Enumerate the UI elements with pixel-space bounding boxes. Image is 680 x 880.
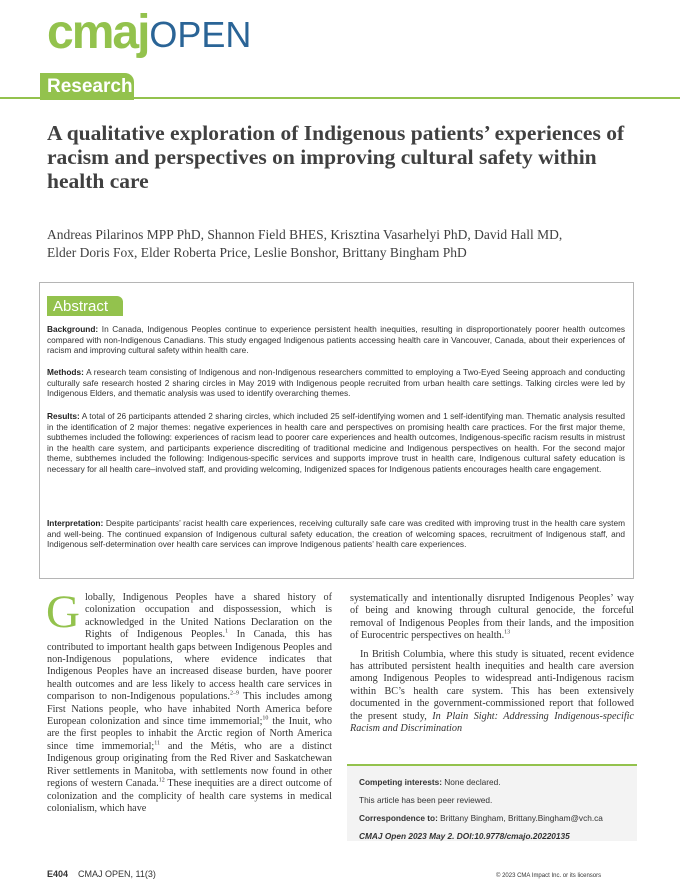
body-text: the Inuit, who are the first peoples to inhabit the Arctic region of North America since time immemorial;	[47, 716, 332, 752]
results-heading: Results:	[47, 411, 80, 421]
correspondence	[359, 813, 603, 824]
abstract-interpretation	[47, 518, 625, 550]
logo-cmaj: cmaj	[47, 6, 149, 59]
citation-line: CMAJ Open 2023 May 2. DOI:10.9778/cmajo.20220135	[359, 831, 570, 841]
body-text: This includes among First Nations people, who have inhabited North America before European colonization and since time immemorial;	[47, 691, 332, 728]
abstract-label: Abstract	[53, 298, 109, 315]
report-title: In Plain Sight: Addressing Indigenous-specific Racism and Discrimination	[350, 710, 635, 735]
body-paragraph	[46, 586, 332, 815]
body-text: lobally, Indigenous Peoples have a shared history of colonization occupation and dispossession, which is acknowledged in the United Nations Declaration on the Rights of Indigenous Peoples.	[84, 592, 332, 641]
correspondence-text[interactable]: Brittany Bingham, Brittany.Bingham@vch.ca	[440, 813, 603, 823]
interpretation-heading: Interpretation:	[47, 518, 104, 528]
abstract-results	[47, 411, 625, 475]
background-text: In Canada, Indigenous Peoples continue to experience persistent health inequities, resulting in disproportionately poorer health outcomes compared with non-Indigenous Canadians. This study engaged Indigenous patients accessing health care in Vancouver, Canada, about their experiences of racism and improving cultural safety within health care.	[47, 324, 625, 356]
methods-heading: Methods:	[47, 367, 84, 377]
citation-ref: 2–9	[229, 690, 239, 697]
competing-text: None declared.	[444, 777, 501, 787]
body-column-right	[350, 593, 634, 735]
interpretation-text: Despite participants’ racist health care experiences, receiving culturally safe care was credited with improving trust in the health care system and well-being. The continued expansion of Indigenous cultural safety education, the creation of welcoming spaces, recruitment of Indigenous staff, and Indigenous self-determination over health care services can improve Indigenous patients’ health care experiences.	[47, 518, 625, 550]
body-paragraph	[350, 593, 634, 643]
body-paragraph	[350, 649, 634, 736]
methods-text: A research team consisting of Indigenous and non-Indigenous researchers committed to employing a Two-Eyed Seeing approach and conducting culturally safe research hosted 2 sharing circles in May 2019 with Indigenous people recruited from urban health care settings. Talking circles were led by Indigenous Elders, and thematic analysis was used to identify overarching themes.	[47, 367, 625, 399]
authors-line-2: Elder Doris Fox, Elder Roberta Price, Leslie Bonshor, Brittany Bingham PhD	[47, 245, 467, 260]
competing-heading: Competing interests:	[359, 777, 442, 787]
body-text: In British Columbia, where this study is situated, recent evidence has attributed persistent health inequities and health care aversion among Indigenous Peoples to widespread anti-Indigenous racism within BC’s health care system. This has been extensively documented in the government-commissioned report that followed the present study,	[350, 648, 634, 722]
journal-logo	[47, 6, 252, 59]
authors-line-1: Andreas Pilarinos MPP PhD, Shannon Field BHES, Krisztina Vasarhelyi PhD, David Hall MD,	[47, 227, 563, 242]
abstract-background	[47, 324, 625, 356]
journal-issue: CMAJ OPEN, 11(3)	[78, 869, 156, 879]
competing-interests	[359, 777, 501, 788]
abstract-methods	[47, 367, 625, 399]
body-text: and the Métis, who are a distinct Indigenous group originating from the Red River and Saskatchewan River settlements in Manitoba, with settlements now found in other regions of western Canada.	[47, 740, 332, 790]
copyright: © 2023 CMA Impact Inc. or its licensors	[496, 873, 602, 879]
body-text: systematically and intentionally disrupted Indigenous Peoples’ way of being and knowing through cultural genocide, the forceful removal of Indigenous Peoples from their lands, and the imposition of Eurocentric perspectives on health.	[350, 593, 634, 642]
body-text: In Canada, this has contributed to important health gaps between Indigenous Peoples and non-Indigenous populations, where evidence indicates that Indigenous Peoples have an increased disease burden, have poorer health outcomes and are less likely to access health care services in comparison to non-Indigenous populations.	[47, 629, 332, 703]
results-text: A total of 26 participants attended 2 sharing circles, which included 25 self-identifying women and 1 self-identifying man. Thematic analysis resulted in the identification of 2 major themes: negative experiences in health care and perspectives on promising health care practices. For the first major theme, subthemes included the following: experiences of racism lead to poorer care experiences and health outcomes, Indigenous-specific racism results in mistrust in the health care system, and participants experience discrediting of traditional medicine and Indigenous perspectives on health. For the second major theme, subthemes included the following: Indigenous-specific services and supports improve trust in health care, Indigenous cultural safety education is necessary for all health care–involved staff, and providing welcoming, Indigenized spaces for Indigenous patients encourages health care engagement.	[47, 411, 625, 474]
logo-open: OPEN	[149, 14, 252, 55]
body-column-left	[46, 586, 332, 815]
correspondence-heading: Correspondence to:	[359, 813, 438, 823]
background-heading: Background:	[47, 324, 99, 334]
citation-ref: 10	[262, 715, 269, 722]
article-title: A qualitative exploration of Indigenous patients’ experiences of racism and perspectives on improving cultural safety within health care	[47, 121, 625, 193]
body-text: These inequities are a direct outcome of colonization and the complicity of health care systems in medical colonialism, which have	[47, 778, 332, 814]
author-list	[47, 226, 637, 262]
page-footer	[47, 869, 156, 880]
citation-ref: 12	[158, 777, 165, 784]
citation-ref: 1	[225, 628, 229, 635]
peer-review-note: This article has been peer reviewed.	[359, 795, 493, 805]
page-number: E404	[47, 869, 69, 879]
drop-cap: G	[46, 586, 80, 638]
citation-ref: 13	[504, 629, 511, 636]
section-label: Research	[47, 76, 133, 97]
citation-ref: 11	[154, 740, 161, 747]
